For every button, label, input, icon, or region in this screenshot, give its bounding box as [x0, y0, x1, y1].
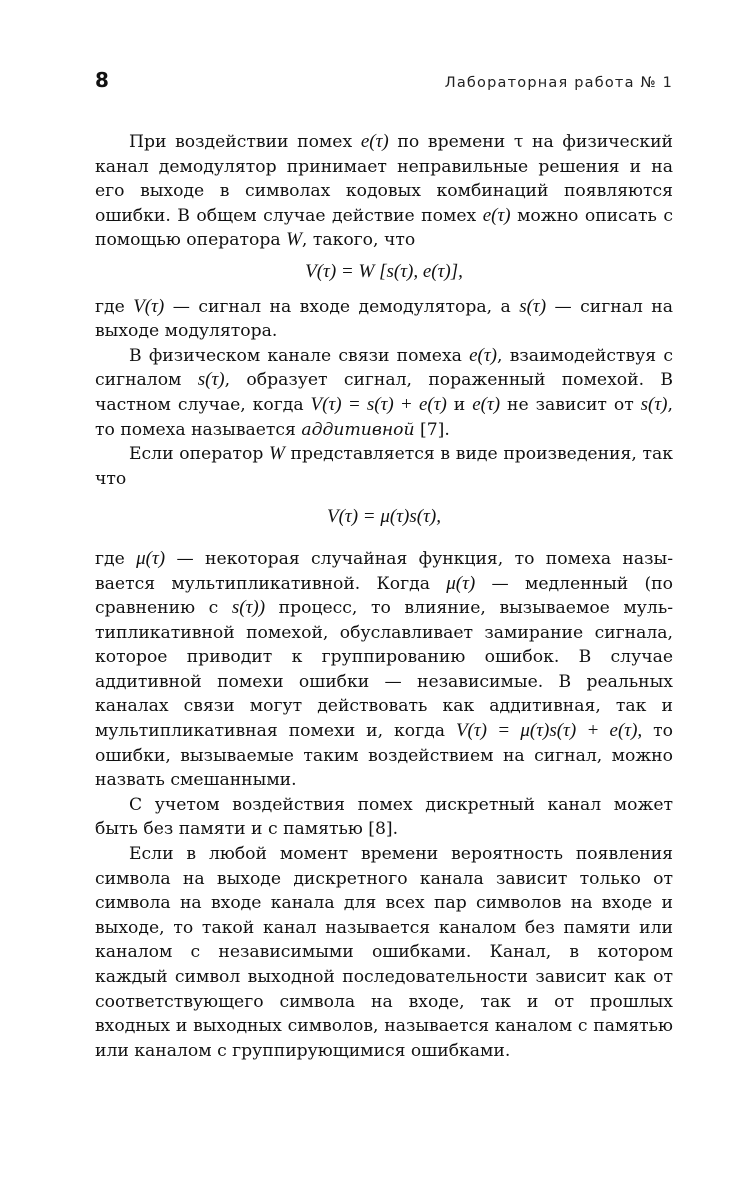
page-number: 8 [95, 68, 109, 92]
math-additive-eq: V(τ) = s(τ) + e(τ) [310, 393, 447, 415]
math-mu-tau: μ(τ) [446, 572, 476, 594]
text: Если оператор [129, 444, 270, 465]
paragraph-4 [95, 442, 673, 491]
text: процесс, то влияние, вызываемое мультипликативной помехой, обуславливает замирание сигнала, которое приводит к группированию ошибок. В случае аддитивной помехи ошибки — независимые. В реальных каналах связи могут действовать как аддитивная, так и мультипликативная помехи и, когда [95, 598, 673, 742]
math-v-tau: V(τ) [133, 295, 165, 317]
text: — медленный (по сравнению с [95, 573, 673, 619]
text: , взаимодействуя с сигналом [95, 345, 673, 391]
math-s-tau: s(τ) [519, 295, 547, 317]
paragraph-1 [95, 130, 673, 253]
math-s-tau: s(τ) [197, 369, 225, 391]
text: можно описать с помощью оператора [95, 205, 673, 251]
math-mixed-eq: V(τ) = μ(τ)s(τ) + e(τ), [455, 720, 643, 742]
term-additive: аддитивной [301, 419, 415, 440]
book-page [95, 68, 673, 1063]
text: — сигнал на входе демодулятора, а [164, 296, 520, 317]
paragraph-7: Если в любой момент времени вероятность появления символа на выходе дискретного канала зависит только от символа на входе канала для всех пар символов на входе и выходе, то такой канал называется каналом без памяти или каналом с независимыми ошибками. Канал, в котором каждый символ выходной последовательности зависит как от соответствующего символа на входе, так и от прошлых входных и выходных символов, называется каналом с памятью или каналом с группирующимися ошибками. [95, 844, 673, 1061]
text: представляется в виде произведения, так что [95, 444, 673, 489]
math-w: W [269, 443, 285, 465]
paragraph-6: С учетом воздействия помех дискретный канал может быть без памяти и с памятью [8]. [95, 794, 673, 840]
text: то ошибки, вызываемые таким воздействием на сигнал, можно назвать смешанными. [95, 721, 673, 791]
math-w: W [286, 229, 302, 251]
math-e-tau: e(τ) [482, 204, 511, 226]
text: по времени τ на физический канал демодулятор принимает неправильные решения и на его выходе в символах кодовых комбинаций появляются ошибки. В общем случае действие помех [95, 132, 673, 226]
running-title: Лабораторная работа № 1 [444, 75, 673, 91]
formula-2-text: V(τ) = μ(τ)s(τ), [327, 506, 441, 528]
math-mu-tau: μ(τ) [136, 547, 166, 569]
paragraph-3 [95, 344, 673, 442]
math-e-tau: e(τ) [360, 131, 389, 152]
text: и [446, 394, 473, 415]
text: — сигнал на выходе модулятора. [95, 296, 673, 342]
math-s-tau: s(τ) [640, 393, 668, 415]
text: В физическом канале связи помеха [129, 345, 470, 366]
paragraph-2 [95, 295, 673, 344]
math-s-tau: s(τ)) [231, 597, 266, 619]
math-e-tau: e(τ) [472, 393, 501, 415]
page-body [95, 130, 673, 1063]
paragraph-5 [95, 547, 673, 793]
text: — некоторая случайная функция, то помеха называется мультипликативной. Когда [95, 548, 673, 594]
text: , образует сигнал, пораженный помехой. В частном случае, когда [95, 370, 673, 415]
text: , то помеха называется [95, 394, 673, 440]
math-e-tau: e(τ) [469, 344, 498, 366]
text: где [95, 548, 137, 569]
text: [7]. [414, 419, 450, 440]
page-header [95, 68, 673, 102]
text: не зависит от [500, 394, 641, 415]
formula-2 [95, 505, 673, 530]
text: , такого, что [301, 230, 416, 251]
formula-1-text: V(τ) = W [s(τ), e(τ)], [305, 260, 463, 282]
text: где [95, 296, 134, 317]
text: При воздействии помех [129, 132, 361, 152]
formula-1 [95, 260, 673, 285]
